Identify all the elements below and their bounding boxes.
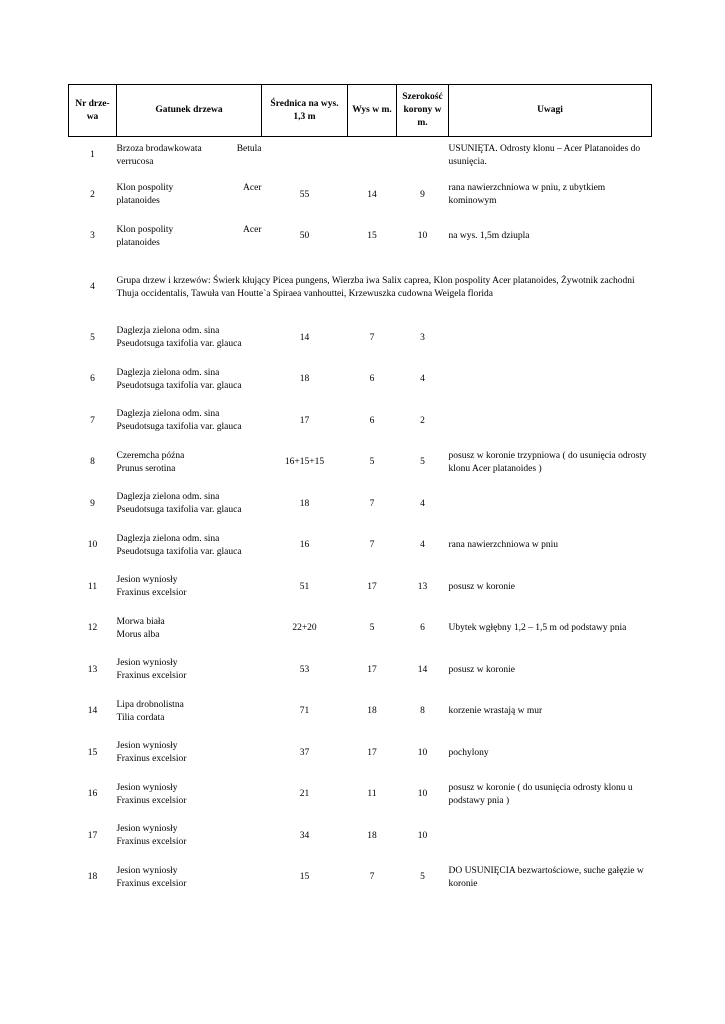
notes-value: Ubytek wgłębny 1,2 – 1,5 m od podstawy pnia bbox=[448, 623, 627, 634]
species-latin-name: Pseudotsuga taxifolia var. glauca bbox=[116, 380, 242, 391]
species-line-1 bbox=[117, 367, 262, 380]
header-crown-width: Szerokość korony w m. bbox=[397, 85, 449, 137]
species-cell bbox=[117, 175, 262, 217]
notes-value: rana nawierzchniowa w pniu bbox=[448, 540, 558, 551]
species-line-1 bbox=[117, 224, 262, 237]
diameter-value: 18 bbox=[299, 374, 310, 385]
species-line-1 bbox=[117, 143, 262, 156]
notes-value bbox=[449, 816, 652, 858]
notes-value: posusz w koronie bbox=[448, 581, 515, 592]
species-latin-name: verrucosa bbox=[116, 156, 154, 167]
crown-width-value: 3 bbox=[420, 332, 425, 343]
species-latin-name: Fraxinus excelsior bbox=[116, 588, 187, 599]
species-latin-name: Morus alba bbox=[116, 629, 160, 640]
table-row bbox=[69, 442, 652, 484]
crown-width-value: 10 bbox=[417, 231, 428, 242]
diameter-value: 17 bbox=[299, 415, 310, 426]
species-polish-name: Lipa drobnolistna bbox=[116, 699, 184, 710]
notes-value: korzenie wrastają w mur bbox=[448, 706, 543, 717]
species-polish-name: Jesion wyniosły bbox=[116, 741, 178, 752]
diameter-value: 51 bbox=[299, 581, 310, 592]
diameter-value: 34 bbox=[299, 830, 310, 841]
table-row bbox=[69, 733, 652, 775]
table-row bbox=[69, 484, 652, 526]
header-species: Gatunek drzewa bbox=[117, 85, 262, 137]
table-body bbox=[69, 137, 652, 899]
species-latin-genus: Betula bbox=[236, 143, 262, 154]
species-latin-name: Pseudotsuga taxifolia var. glauca bbox=[116, 422, 242, 433]
species-polish-name: Klon pospolity bbox=[116, 224, 174, 235]
tree-number: 3 bbox=[90, 231, 95, 242]
header-tree-number: Nr drze-wa bbox=[69, 85, 117, 137]
crown-width-value: 5 bbox=[420, 872, 425, 883]
height-value: 18 bbox=[367, 706, 377, 717]
species-latin-name: platanoides bbox=[116, 237, 160, 248]
tree-number: 5 bbox=[90, 332, 95, 343]
species-latin-name: Fraxinus excelsior bbox=[116, 671, 187, 682]
species-cell bbox=[117, 857, 262, 899]
diameter-value: 18 bbox=[299, 498, 310, 509]
tree-number: 1 bbox=[90, 150, 95, 161]
species-cell bbox=[117, 733, 262, 775]
crown-width-value: 6 bbox=[420, 623, 425, 634]
species-polish-name: Daglezja zielona odm. sina bbox=[116, 367, 220, 378]
notes-value bbox=[449, 401, 652, 443]
table-row bbox=[69, 857, 652, 899]
table-row bbox=[69, 525, 652, 567]
header-notes: Uwagi bbox=[449, 85, 652, 137]
table-row bbox=[69, 774, 652, 816]
height-value: 7 bbox=[369, 872, 375, 883]
diameter-value: 15 bbox=[299, 872, 310, 883]
species-latin-name: Pseudotsuga taxifolia var. glauca bbox=[116, 546, 242, 557]
tree-number: 16 bbox=[87, 789, 98, 800]
notes-value: rana nawierzchniowa w pniu, z ubytkiem kominowym bbox=[448, 183, 606, 207]
diameter-value: 37 bbox=[299, 747, 310, 758]
diameter-value: 55 bbox=[299, 189, 310, 200]
table-row bbox=[69, 258, 652, 318]
species-polish-name: Morwa biała bbox=[116, 616, 165, 627]
crown-width-value: 8 bbox=[420, 706, 425, 717]
tree-number: 7 bbox=[90, 415, 95, 426]
diameter-value: 21 bbox=[299, 789, 310, 800]
crown-width-value bbox=[397, 137, 449, 175]
table-row bbox=[69, 137, 652, 175]
crown-width-value: 10 bbox=[417, 747, 428, 758]
tree-number: 8 bbox=[90, 457, 95, 468]
species-polish-name: Brzoza brodawkowata bbox=[116, 143, 202, 154]
species-line-1 bbox=[117, 657, 262, 670]
species-cell bbox=[117, 691, 262, 733]
crown-width-value: 4 bbox=[420, 498, 425, 509]
species-cell bbox=[117, 484, 262, 526]
diameter-value: 16 bbox=[299, 540, 310, 551]
tree-number: 14 bbox=[87, 706, 98, 717]
tree-number: 2 bbox=[90, 189, 95, 200]
tree-number: 15 bbox=[87, 747, 98, 758]
notes-value bbox=[449, 484, 652, 526]
group-description: Grupa drzew i krzewów: Świerk kłujący Picea pungens, Wierzba iwa Salix caprea, Klon pospolity Acer platanoides, Żywotnik zachodni Thuja occidentalis, Tawuła van Houtte`a Spiraea vanhouttei, Krzewuszka cudowna Weigela florida bbox=[116, 275, 635, 299]
crown-width-value: 10 bbox=[417, 789, 428, 800]
species-line-1 bbox=[117, 699, 262, 712]
crown-width-value: 4 bbox=[420, 540, 425, 551]
species-cell bbox=[117, 816, 262, 858]
table-row bbox=[69, 691, 652, 733]
crown-width-value: 4 bbox=[420, 374, 425, 385]
table-row bbox=[69, 216, 652, 258]
diameter-value: 50 bbox=[299, 231, 310, 242]
species-line-1 bbox=[117, 533, 262, 546]
diameter-value: 16+15+15 bbox=[284, 457, 325, 468]
species-latin-genus: Acer bbox=[243, 183, 262, 194]
height-value: 14 bbox=[367, 189, 377, 200]
tree-number: 12 bbox=[87, 623, 98, 634]
tree-number: 4 bbox=[90, 282, 95, 292]
species-latin-name: Tilia cordata bbox=[116, 712, 165, 723]
table-row bbox=[69, 650, 652, 692]
notes-value: pochylony bbox=[448, 747, 489, 758]
species-cell bbox=[117, 525, 262, 567]
crown-width-value: 9 bbox=[420, 189, 425, 200]
diameter-value: 22+20 bbox=[292, 623, 317, 634]
species-line-1 bbox=[117, 616, 262, 629]
species-cell bbox=[117, 567, 262, 609]
species-cell bbox=[117, 401, 262, 443]
species-line-1 bbox=[117, 740, 262, 753]
crown-width-value: 10 bbox=[417, 830, 428, 841]
diameter-value: 71 bbox=[299, 706, 310, 717]
species-latin-name: Fraxinus excelsior bbox=[116, 795, 187, 806]
height-value: 5 bbox=[369, 457, 375, 468]
species-line-1 bbox=[117, 182, 262, 195]
crown-width-value: 2 bbox=[420, 415, 425, 426]
height-value: 17 bbox=[367, 747, 377, 758]
height-value: 6 bbox=[369, 374, 375, 385]
species-polish-name: Daglezja zielona odm. sina bbox=[116, 533, 220, 544]
height-value: 6 bbox=[369, 415, 375, 426]
height-value: 17 bbox=[367, 581, 377, 592]
species-polish-name: Jesion wyniosły bbox=[116, 865, 178, 876]
species-latin-name: Fraxinus excelsior bbox=[116, 878, 187, 889]
crown-width-value: 5 bbox=[420, 457, 425, 468]
height-value: 17 bbox=[367, 664, 377, 675]
tree-number: 13 bbox=[87, 664, 98, 675]
species-polish-name: Jesion wyniosły bbox=[116, 658, 178, 669]
notes-value: posusz w koronie ( do usunięcia odrosty klonu u podstawy pnia ) bbox=[448, 782, 633, 806]
species-line-1 bbox=[117, 325, 262, 338]
notes-value: posusz w koronie bbox=[448, 664, 515, 675]
height-value: 7 bbox=[369, 498, 375, 509]
diameter-value: 14 bbox=[299, 332, 310, 343]
height-value bbox=[348, 137, 397, 175]
species-polish-name: Czeremcha późna bbox=[116, 450, 185, 461]
tree-inventory-table bbox=[68, 84, 652, 899]
species-latin-genus: Acer bbox=[243, 224, 262, 235]
notes-value: na wys. 1,5m dziupla bbox=[448, 231, 530, 242]
table-row bbox=[69, 175, 652, 217]
species-line-1 bbox=[117, 491, 262, 504]
height-value: 7 bbox=[369, 540, 375, 551]
notes-value bbox=[449, 359, 652, 401]
species-cell bbox=[117, 650, 262, 692]
species-line-1 bbox=[117, 865, 262, 878]
tree-number: 9 bbox=[90, 498, 95, 509]
diameter-value bbox=[262, 137, 348, 175]
species-cell bbox=[117, 442, 262, 484]
species-cell bbox=[117, 774, 262, 816]
species-latin-name: Fraxinus excelsior bbox=[116, 837, 187, 848]
species-line-1 bbox=[117, 782, 262, 795]
height-value: 11 bbox=[367, 789, 377, 800]
species-cell bbox=[117, 608, 262, 650]
tree-number: 18 bbox=[87, 872, 98, 883]
tree-number: 6 bbox=[90, 374, 95, 385]
species-latin-name: Fraxinus excelsior bbox=[116, 754, 187, 765]
notes-value: DO USUNIĘCIA bezwartościowe, suche gałęzie w koronie bbox=[448, 865, 644, 889]
notes-value: posusz w koronie trzypniowa ( do usunięcia odrosty klonu Acer platanoides ) bbox=[448, 450, 647, 474]
table-row bbox=[69, 567, 652, 609]
diameter-value: 53 bbox=[299, 664, 310, 675]
species-polish-name: Klon pospolity bbox=[116, 183, 174, 194]
table-row bbox=[69, 318, 652, 360]
tree-number: 11 bbox=[87, 581, 98, 592]
species-latin-name: platanoides bbox=[116, 196, 160, 207]
species-polish-name: Jesion wyniosły bbox=[116, 575, 178, 586]
species-polish-name: Daglezja zielona odm. sina bbox=[116, 326, 220, 337]
species-polish-name: Daglezja zielona odm. sina bbox=[116, 409, 220, 420]
species-latin-name: Pseudotsuga taxifolia var. glauca bbox=[116, 339, 242, 350]
species-line-1 bbox=[117, 823, 262, 836]
species-latin-name: Pseudotsuga taxifolia var. glauca bbox=[116, 505, 242, 516]
height-value: 5 bbox=[369, 623, 375, 634]
header-diameter: Średnica na wys. 1,3 m bbox=[262, 85, 348, 137]
tree-number: 10 bbox=[87, 540, 98, 551]
species-polish-name: Daglezja zielona odm. sina bbox=[116, 492, 220, 503]
table-row bbox=[69, 359, 652, 401]
species-cell bbox=[117, 137, 262, 175]
table-row bbox=[69, 401, 652, 443]
table-row bbox=[69, 816, 652, 858]
species-line-1 bbox=[117, 408, 262, 421]
notes-value bbox=[449, 318, 652, 360]
species-cell bbox=[117, 359, 262, 401]
species-polish-name: Jesion wyniosły bbox=[116, 824, 178, 835]
height-value: 18 bbox=[367, 830, 377, 841]
species-cell bbox=[117, 216, 262, 258]
species-cell bbox=[117, 318, 262, 360]
species-line-1 bbox=[117, 450, 262, 463]
species-latin-name: Prunus serotina bbox=[116, 463, 176, 474]
crown-width-value: 14 bbox=[417, 664, 428, 675]
species-line-1 bbox=[117, 574, 262, 587]
crown-width-value: 13 bbox=[417, 581, 428, 592]
height-value: 7 bbox=[369, 332, 375, 343]
height-value: 15 bbox=[367, 231, 377, 242]
table-row bbox=[69, 608, 652, 650]
table-header-row bbox=[69, 85, 652, 137]
tree-number: 17 bbox=[87, 830, 98, 841]
species-polish-name: Jesion wyniosły bbox=[116, 782, 178, 793]
notes-value: USUNIĘTA. Odrosty klonu – Acer Platanoides do usunięcia. bbox=[448, 143, 641, 167]
header-height: Wys w m. bbox=[348, 85, 397, 137]
